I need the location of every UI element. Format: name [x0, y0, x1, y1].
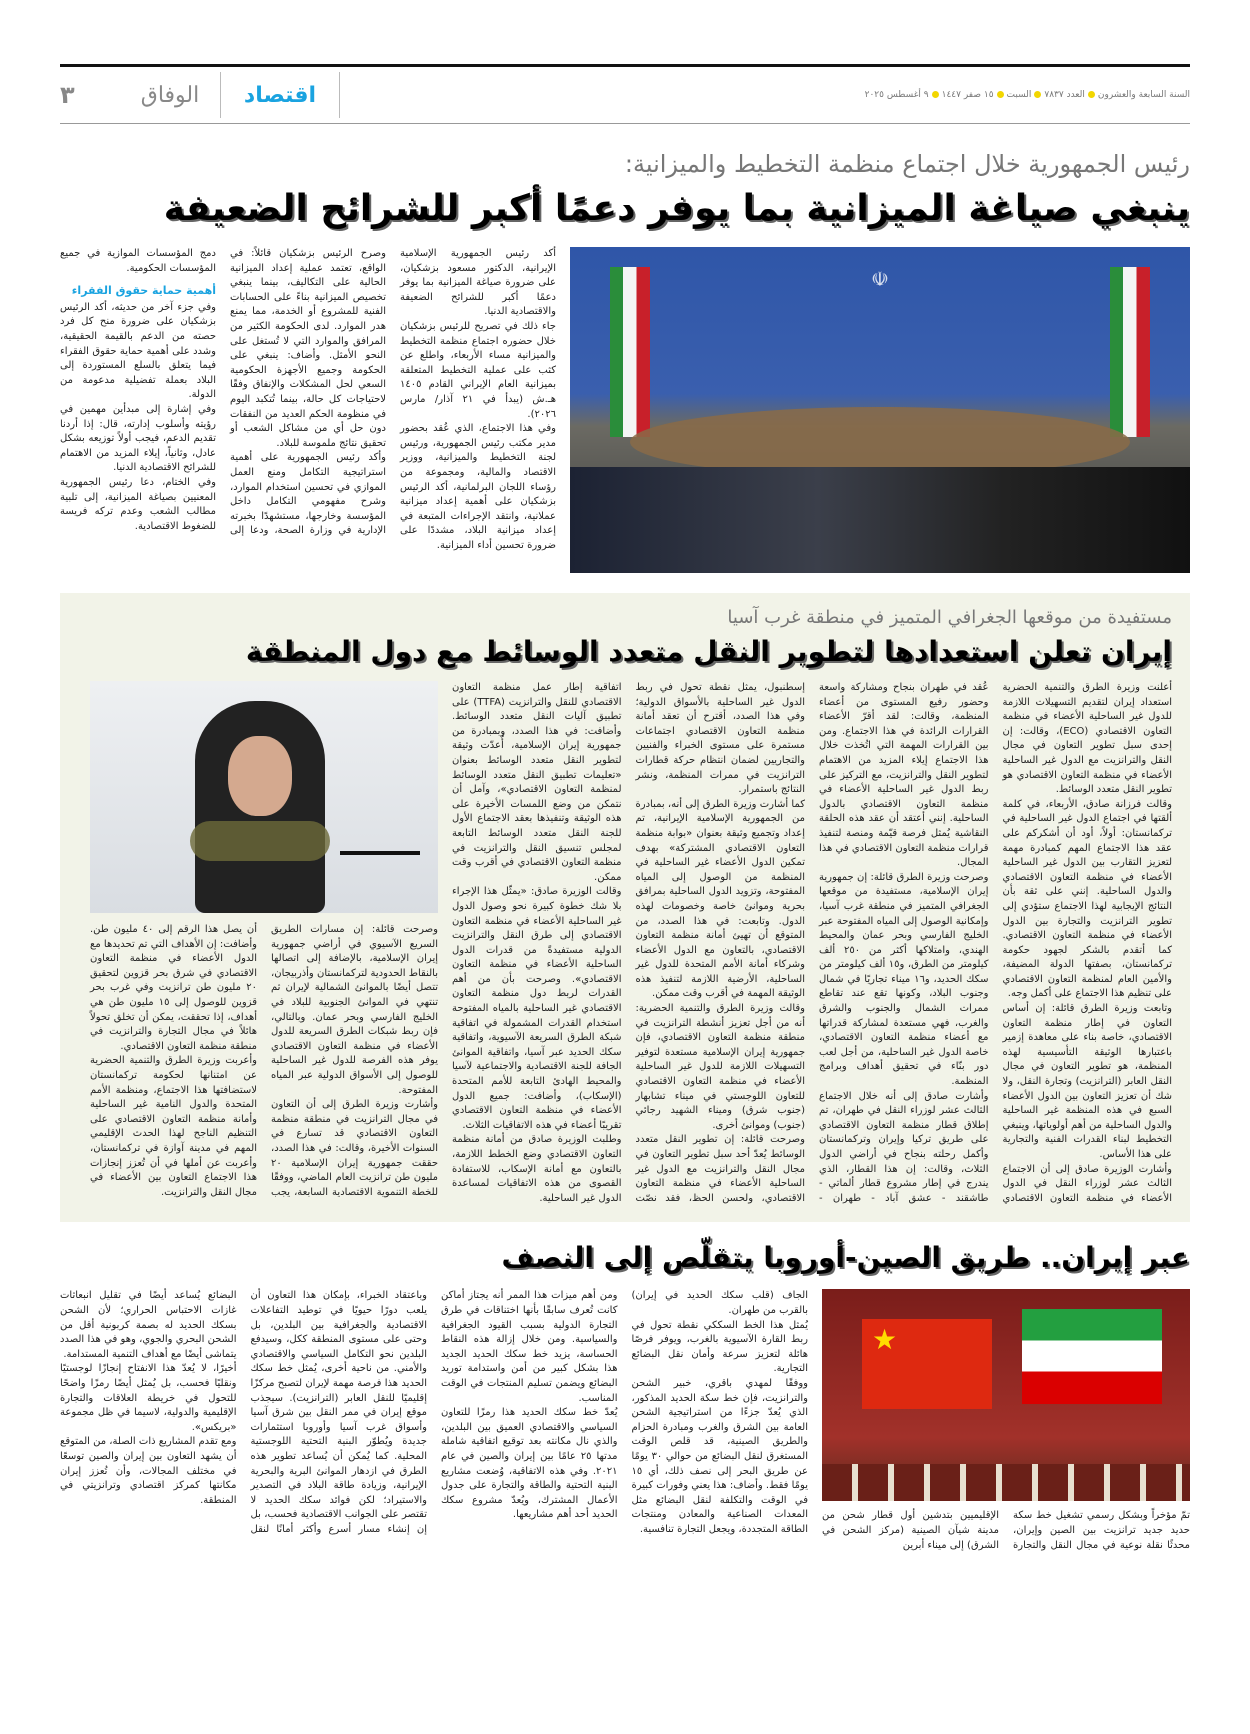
article2-kicker: مستفيدة من موقعها الجغرافي المتميز في منطقة غرب آسيا [727, 607, 1172, 628]
article1-subheading: أهمية حماية حقوق الفقراء [71, 284, 216, 298]
article3 [60, 1240, 1190, 1573]
paragraph: وصرح الرئيس بزشكيان قائلاً: في الواقع، تعتمد عملية إعداد الميزانية الحالية على التكاليف، بينما ينبغي تخصيص الميزانية بناءً على الحسابات الفنية للمشروع أو الخدمة، مما يمنع هدر الموارد. لدى الحكومة الكثير من المرافق والموارد التي لا تُستغل على النحو الأمثل. وأضاف: ينبغي على الحكومة وجميع الأجهزة الحكومية السعي لحل المشكلات والإنفاق وفقًا لاحتياجات كل حالة، بينما تُتكبد اليوم في منظومة الحكم العديد من النفقات دون حل أي من مشاكل الشعب أو تحقيق نتائج ملموسة للبلاد. [230, 248, 386, 449]
article3-headline: عبر إيران.. طريق الصين-أوروبا يتقلّص إلى النصف [501, 1241, 1190, 1275]
paragraph: وقالت فرزانة صادق، الأربعاء، في كلمة ألقتها في اجتماع الدول غير الساحلية في تركمانستان: أولاً، أود أن أشكركم على عقد هذا الاجتماع المهم كمبادرة مهمة لتعزيز التقارب بين الدول غير الساحلية الأعضاء في منظمة التعاون الاقتصادي والدول الساحلية. إنني على ثقة بأن النتائج الإيجابية لهذا الاجتماع ستؤدي إلى تطوير الترانزيت والتجارة بين الدول الأعضاء في منظمة التعاون الاقتصادي. كما أتقدم بالشكر لجهود حكومة تركمانستان، بصفتها الدولة المضيفة، والأمين العام لمنظمة التعاون الاقتصادي على تنظيم هذا الاجتماع على أكمل وجه. [1002, 798, 1172, 1000]
article1-body [60, 247, 556, 553]
paragraph: وصرحت وزيرة الطرق قائلة: إن جمهورية إيران الإسلامية، مستفيدة من موقعها الجغرافي المتميز في منطقة غرب آسيا، وإمكانية الوصول إلى المياه المفتوحة عبر الخليج الفارسي وبحر عمان والمحيط الهندي، وامتلاكها أكثر من ٢٥٠ ألف كيلومتر من الطرق، و١٥ ألف كيلومتر من سكك الحديد، و١٦ ميناء تجاريًا في شمال وجنوب البلاد، وكونها تقع عند تقاطع ممرات الشمال والجنوب والشرق والغرب، فهي مستعدة لمشاركة قدراتها مع أعضاء منظمة التعاون الاقتصادي، خاصة الدول غير الساحلية، من أجل لعب دور بنّاء في تحقيق أهداف وبرامج المنظمة. [819, 871, 989, 1088]
dot-icon [1034, 91, 1041, 98]
header-divider [339, 72, 340, 118]
paragraph: أخيرًا، لا يُعدّ هذا الانفتاح إنجازًا لوجستيًا ونقليًا فحسب، بل يُمثل أيضًا رمزًا واضحًا للتحول في خريطة العلاقات والتجارة الإقليمية والدولية، لاسيما في ظل مجموعة «بريكس». [60, 1363, 237, 1433]
section-name: اقتصاد [243, 82, 317, 108]
paragraph: وصرحت قائلة: إن تطوير النقل متعدد الوسائط يُعدّ أحد سبل تطوير التعاون في مجال النقل والترانزيت مع الدول غير الساحلية الأعضاء في منظمة التعاون الاقتصادي، ولحسن الحظ، فقد نصّت اتفاقية إطار عمل منظمة التعاون الاقتصادي للنقل والترانزيت (TTFA) على تطبيق آليات النقل متعدد الوسائط. وأضافت: في هذا الصدد، وبمبادرة من جمهورية إيران الإسلامية، أُعدّت وثيقة لتطوير النقل متعدد الوسائط بعنوان «تعليمات تطبيق النقل متعدد الوسائط لمنظمة التعاون الاقتصادي»، وآمل أن نتمكن من وضع اللمسات الأخيرة على هذه الوثيقة وتنفيذها بعقد الاجتماع الأول للجنة النقل متعدد الوسائط التابعة لمجلس تنسيق النقل والترانزيت في منظمة التعاون الاقتصادي في أقرب وقت ممكن. [452, 682, 805, 1204]
minister-photo [90, 681, 438, 913]
article2-headline: إيران تعلن استعدادها لتطوير النقل متعدد الوسائط مع دول المنطقة [245, 635, 1172, 668]
iran-flag-icon [1110, 267, 1150, 437]
article2-side [78, 681, 438, 1200]
header-divider [220, 72, 221, 118]
paragraph: ووفقًا لمهدي باقري، خبير الشحن والترانزيت، فإن خط سكة الحديد المذكور، الذي يُعدّ جزءًا من استراتيجية الشحن العامة بين الشرق والغرب ومبادرة الحزام والطريق الصينية، قد قلص الوقت المستغرق لنقل البضائع من حوالي ٣٠ يومًا عن طريق البحر إلى نصف ذلك، أي ١٥ يومًا فقط. وأضاف: هذا يعني وفورات كبيرة في الوقت والتكلفة لنقل البضائع مثل المعدات الصناعية والمعادن ومنتجات الطاقة المتجددة، ويجعل التجارة تنافسية. [631, 1377, 809, 1535]
article2 [60, 593, 1190, 1222]
paragraph: وأكد رئيس الجمهورية على أهمية استراتيجية التكامل ومنع العمل الموازي في تحسين استخدام الموارد، وشرح مفهومي التكامل داخل المؤسسة وخارجها، مستشهدًا بخبرته الإدارية في وزارة الصحة، ودعا إلى دمج المؤسسات الموازية في جميع المؤسسات الحكومية. [60, 248, 386, 537]
paragraph: وأعربت وزيرة الطرق والتنمية الحضرية عن امتنانها لحكومة تركمانستان لاستضافتها هذا الاجتماع، ومنظمة الأمم المتحدة والدول النامية غير الساحلية وأمانة منظمة التعاون الاقتصادي على التنظيم الناجح لهذا الحدث الإقليمي المهم في مدينة آوازة في تركمانستان، وأعربت عن أملها في أن تُعزز إنجازات هذا الاجتماع التعاون بين الأعضاء في مجال النقل والترانزيت. [90, 1055, 257, 1198]
paragraph: جاء ذلك في تصريح للرئيس بزشكيان خلال حضوره اجتماع منظمة التخطيط والميزانية مساء الأربعاء، واطلع عن كثب على عملية التخطيط المتعلقة بميزانية العام الإيراني القادم ١٤٠٥ هـ.ش (يبدأ في ٢١ آذار/ مارس ٢٠٢٦). [400, 320, 556, 420]
paragraph: يُمثل هذا الخط السككي نقطة تحول في ربط القارة الآسيوية بالغرب، ويوفر فرصًا هائلة لتعزيز سرعة وأمان نقل البضائع التجارية. [631, 1319, 808, 1375]
paragraph: ومع تقدم المشاريع ذات الصلة، من المتوقع أن يشهد التعاون بين إيران والصين توسعًا في مختلف المجالات، وأن تُعزز إيران مكانتها كمركز اقتصادي وترانزيتي في المنطقة. [60, 1436, 237, 1506]
meeting-photo [570, 247, 1190, 573]
paragraph: أكد رئيس الجمهورية الإسلامية الإيرانية، الدكتور مسعود بزشكيان، على ضرورة صياغة الميزانية بما يوفر دعمًا أكبر للشرائح الضعيفة والاقتصادية الدنيا. [400, 248, 556, 318]
article1-kicker: رئيس الجمهورية خلال اجتماع منظمة التخطيط والميزانية: [624, 150, 1190, 178]
newspaper-logo: الوفاق [140, 82, 200, 108]
china-flag-icon: ★ [862, 1319, 992, 1409]
paragraph: كما أشارت وزيرة الطرق إلى أنه، بمبادرة من الجمهورية الإسلامية الإيرانية، تم إعداد وتجميع وثيقة بعنوان «بوابة منظمة التعاون الاقتصادي المشتركة» بهدف تمكين الدول الأعضاء غير الساحلية في المنظمة من الوصول إلى المياه المفتوحة، وتزويد الدول الساحلية بمرافق بحرية وموانئ خاصة وخصومات لهذه الدول. وتابعت: في هذا الصدد، من المتوقع أن تهيئ أمانة منظمة التعاون الاقتصادي، بالتعاون مع الدول الأعضاء وشركاء أمانة الأمم المتحدة للدول غير الساحلية، الأرضية اللازمة لتنفيذ هذه الوثيقة المهمة في أقرب وقت ممكن. [635, 798, 805, 1000]
paragraph: وفي هذا الاجتماع، الذي عُقد بحضور مدير مكتب رئيس الجمهورية، ورئيس لجنة التخطيط والميزانية، ووزير الاقتصاد والمالية، ومجموعة من رؤساء اللجان البرلمانية، أكد الرئيس بزشكيان على أهمية إعداد ميزانية عملانية، وانتقد الإجراءات المتبعة في إعداد ميزانية البلاد، مشددًا على ضرورة تحسين أداء الميزانية. [400, 423, 556, 551]
article2-body-side [90, 923, 438, 1200]
emblem-icon: ☫ [871, 267, 889, 291]
attendees [570, 467, 1190, 573]
article1-headline: ينبغي صياغة الميزانية بما يوفر دعمًا أكبر للشرائح الضعيفة [163, 188, 1190, 229]
paragraph: يُعدّ خط سكك الحديد هذا رمزًا للتعاون السياسي والاقتصادي العميق بين البلدين، والذي نال مكانته بعد توقيع اتفاقية شاملة مدتها ٢٥ عامًا بين إيران والصين في عام ٢٠٢١. وفي هذه الاتفاقية، وُضعت مشاريع البنية التحتية والطاقة والتجارة على جدول الأعمال المشترك، ويُعدّ مشروع سكك الحديد أحد أهم مشاريعها. [441, 1407, 618, 1521]
dot-icon [997, 91, 1004, 98]
masthead [60, 64, 1190, 124]
iran-flag-icon [1022, 1309, 1162, 1404]
dateline-gregorian: ٩ أغسطس ٢٠٢٥ [864, 90, 929, 100]
paragraph: وتابعت وزيرة الطرق قائلة: إن أساس التعاون في إطار منظمة التعاون الاقتصادي، خاصة بناء على معاهدة إزمير باعتبارها الوثيقة التأسيسية لهذه المنظمة، هو تطوير التعاون في مجال النقل العابر (الترانزيت) وتجارة النقل، ولا شك أن تعزيز التعاون بين الدول الأعضاء السبع في هذه المنظمة غير الساحلية والدول الساحلية من أهم أولوياتها، وينبغي التخطيط لبناء القدرات الفنية والتجارية على هذا الأساس. [1002, 1003, 1172, 1160]
scarf [190, 821, 330, 861]
person-face [228, 736, 292, 816]
paragraph: وأشارت الوزيرة صادق إلى أن الاجتماع الثالث عشر لوزراء النقل في الدول الأعضاء في منظمة التعاون الاقتصادي عُقد في طهران بنجاح ومشاركة واسعة وحضور رفيع المستوى من أعضاء المنظمة، وقالت: لقد أقرّ الأعضاء القرارات الرائدة في هذا الاجتماع. ومن بين القرارات المهمة التي اتُخذت خلال هذا الاجتماع إيلاء المزيد من الاهتمام لتطوير النقل والترانزيت، مع التركيز على ربط الدول غير الساحلية الأعضاء في منظمة التعاون الاقتصادي بالدول الساحلية. إنني أعتقد أن عقد هذه الحلقة النقاشية يُمثل فرصة قيّمة ومنصة لتنفيذ قرارات منظمة التعاون الاقتصادي في هذا المجال. [819, 682, 1172, 1204]
paragraph: وباعتقاد الخبراء، بإمكان هذا التعاون أن يلعب دورًا حيويًا في توطيد التفاعلات الاقتصادية والجغرافية بين البلدين، بل وحتى على مستوى المنطقة ككل، وسيدفع البلدين نحو التكامل السياسي والاقتصادي والأمني. من ناحية أخرى، يُمثل خط سكك الحديد هذا فرصة مهمة لإيران لتصبح مركزًا إقليميًا للنقل العابر (الترانزيت). سيجذب موقع إيران في ممر النقل بين شرق آسيا وأسواق غرب آسيا وأوروبا استثمارات جديدة ويُطوّر البنية التحتية اللوجستية المحلية. كما يُمكن أن يُساعد تطوير هذه الطرق في ازدهار الموانئ البرية والبحرية الإيرانية، وزيادة طاقة البلاد في التصدير والاستيراد؛ لكن فوائد سكك الحديد لا تقتصر على الجوانب الاقتصادية فحسب، بل إن إنشاء مسار أسرع وأكثر أمانًا لنقل البضائع يُساعد أيضًا في تقليل انبعاثات غازات الاحتباس الحراري؛ لأن الشحن بسكك الحديد له بصمة كربونية أقل من الشحن البحري والجوي، وهو في هذا الصدد يتماشى أيضًا مع أهداف التنمية المستدامة. [60, 1290, 427, 1535]
dateline-issue: العدد ٧٨٣٧ [1044, 90, 1085, 100]
dot-icon [1088, 91, 1095, 98]
dateline [340, 90, 1190, 100]
paragraph: أعلنت وزيرة الطرق والتنمية الحضرية استعداد إيران لتقديم التسهيلات اللازمة للدول غير الساحلية الأعضاء في منظمة التعاون الاقتصادي (ECO)، وقالت: إن إحدى سبل تطوير التعاون في مجال النقل والترانزيت مع الدول غير الساحلية الأعضاء في منظمة التعاون الاقتصادي هو تطوير النقل متعدد الوسائط. [1002, 682, 1172, 796]
paragraph: الجاف (قلب سكك الحديد في إيران) بالقرب من طهران. [631, 1290, 808, 1316]
paragraph: وأشارت صادق إلى أنه خلال الاجتماع الثالث عشر لوزراء النقل في طهران، تم إطلاق قطار منظمة التعاون الاقتصادي على طريق تركيا وإيران وتركمانستان وأكمل رحلته بنجاح في أراضي الدول الثلاث، وقالت: إن هذا القطار، الذي يندرج في إطار مشروع قطار ألماتي - طاشقند - عشق آباد - طهران - إسطنبول، يمثل نقطة تحول في ربط الدول غير الساحلية بالأسواق الدولية؛ وفي هذا الصدد، أقترح أن تعقد أمانة منظمة التعاون الاقتصادي اجتماعات مستمرة على مستوى الخبراء والفنيين والتجاريين لضمان انتظام حركة قطارات الترانزيت في ممرات المنظمة، ونشر النتائج باستمرار. [635, 682, 989, 1204]
page-number: ٣ [60, 81, 75, 109]
paragraph: وأشارت وزيرة الطرق إلى أن التعاون في مجال الترانزيت في منطقة منظمة التعاون الاقتصادي قد تسارع في السنوات الأخيرة، وقالت: في هذا الصدد، حققت جمهورية إيران الإسلامية ٢٠ مليون طن ترانزيت العام الماضي، ووفقًا للخطة التنموية الاقتصادية السابعة، يجب أن يصل هذا الرقم إلى ٤٠ مليون طن. وأضافت: إن الأهداف التي تم تحديدها مع الدول الأعضاء في منظمة التعاون الاقتصادي في شرق بحر قزوين لتحقيق ٢٠ مليون طن ترانزيت وفي غرب بحر قزوين للوصول إلى ١٥ مليون طن هي أهداف، إذا تحققت، يمكن أن تخلق تحولاً هائلاً في مجال التجارة والترانزيت في منطقة منظمة التعاون الاقتصادي. [90, 924, 438, 1198]
dateline-day: السبت [1006, 90, 1032, 100]
railing [822, 1464, 1190, 1501]
newspaper-page [60, 0, 1190, 1573]
dateline-year: السنة السابعة والعشرون [1097, 90, 1190, 100]
paragraph: وطلبت الوزيرة صادق من أمانة منظمة التعاون الاقتصادي وضع الخطط اللازمة، بالتعاون مع أمانة الإسكاب، للاستفادة القصوى من هذه الاتفاقيات لمساعدة الدول غير الساحلية. [452, 1134, 622, 1204]
paragraph: وقالت وزيرة الطرق والتنمية الحضرية: أنه من أجل تعزيز أنشطة الترانزيت في منطقة منظمة التعاون الاقتصادي، فإن جمهورية إيران الإسلامية مستعدة لتوفير التسهيلات اللازمة للدول غير الساحلية الأعضاء في منظمة التعاون الاقتصادي للتعاون اللوجستي في ميناء تشابهار (جنوب شرق) وميناء الشهيد رجائي (جنوب) وموانئ أخرى. [635, 1003, 805, 1131]
paragraph: وصرحت قائلة: إن مسارات الطريق السريع الآسيوي في أراضي جمهورية إيران الإسلامية، بالإضافة إلى اتصالها بالنقاط الحدودية لتركمانستان وأذربيجان، تتصل أيضًا بالموانئ الشمالية لإيران ثم تنتهي في الموانئ الجنوبية للبلاد في الخليج الفارسي وبحر عمان. وبالتالي، فإن ربط شبكات الطرق السريعة للدول الأعضاء في منظمة التعاون الاقتصادي يوفر هذه الفرصة للدول غير الساحلية للوصول إلى الأسواق الدولية عبر المياه المفتوحة. [271, 924, 438, 1096]
article1 [60, 150, 1190, 573]
iran-flag-icon [610, 267, 650, 437]
china-iran-flags-photo [822, 1289, 1190, 1501]
paragraph: وفي جزء آخر من حديثه، أكد الرئيس بزشكيان على ضرورة منح كل فرد حصته من الدعم بالقيمة الحقيقية، وشدد على أهمية حماية حقوق الفقراء فيما يتعلق بالسلع المستوردة إلى البلاد بعملة تفضيلية مدعومة من الدولة. [60, 301, 216, 401]
article3-body [60, 1289, 808, 1537]
photo-caption: تمّ مؤخراً وبشكل رسمي تشغيل خط سكة حديد جديد ترانزيت بين الصين وإيران، محدثًا نقلة نوعية في مجال النقل والتجارة الإقليميين بتدشين أول قطار شحن من مدينة شيآن الصينية (مركز الشحن في الشرق) إلى ميناء أبرين [822, 1510, 1190, 1551]
paragraph: ومن أهم ميزات هذا الممر أنه يجتاز أماكن كانت تُعرف سابقًا بأنها اختناقات في طرق التجارة الدولية بسبب القيود الجغرافية والسياسية. ومن خلال إزالة هذه النقاط الحساسة، يزيد خط سكك الحديد الجديد هذا بشكل كبير من أمن واستدامة توريد البضائع ويضمن تسليم المنتجات في الوقت المناسب. [441, 1290, 618, 1404]
article2-body-main [452, 681, 1172, 1206]
dateline-hijri: ١٥ صفر ١٤٤٧ [941, 90, 994, 100]
dot-icon [932, 91, 939, 98]
microphone-icon [340, 851, 420, 855]
paragraph: وفي الختام، دعا رئيس الجمهورية المعنيين بصياغة الميزانية، إلى تلبية مطالب الشعب وعدم تركه فريسة للضغوط الاقتصادية. [60, 476, 216, 532]
paragraph: وفي إشارة إلى مبدأين مهمين في رؤيته وأسلوب إدارته، قال: إذا أردنا تقديم الدعم، فيجب أولاً توزيعه بشكل عادل، وثانياً، إيلاء المزيد من الاهتمام للشرائح الاقتصادية الدنيا. [60, 403, 216, 474]
article3-photo-block [822, 1289, 1190, 1553]
paragraph: وقالت الوزيرة صادق: «يمثّل هذا الإجراء بلا شك خطوة كبيرة نحو وصول الدول غير الساحلية الأعضاء في منظمة التعاون الاقتصادي إلى طرق النقل والترانزيت الدولية مستفيدةً من قدرات الدول الساحلية الأعضاء في منظمة التعاون الاقتصادي». وصرحت بأن من أهم القدرات لربط دول منظمة التعاون الاقتصادي غير الساحلية بالمياه المفتوحة استخدام القدرات المشمولة في اتفاقية شبكة الطرق السريعة الآسيوية، واتفاقية سكك الحديد عبر آسيا، واتفاقية الموانئ الجافة للجنة الاقتصادية والاجتماعية لآسيا والمحيط الهادئ التابعة للأمم المتحدة (الإسكاب)، وأضافت: جميع الدول الأعضاء في منظمة التعاون الاقتصادي تقريبًا أعضاء في هذه الاتفاقيات الثلاث. [452, 886, 622, 1131]
